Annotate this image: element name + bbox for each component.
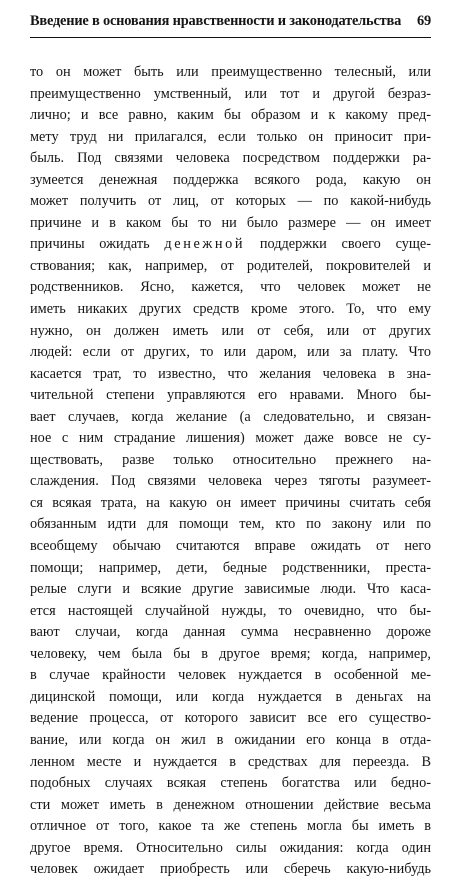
text-line: мету труд ни прилагался, если только он приносит при- — [30, 128, 431, 145]
text-line: вание, или когда он жил в ожидании его конца в отда- — [30, 731, 431, 748]
text-line: помощи; например, дети, бедные родственники, преста- — [30, 559, 431, 576]
text-line: человеку, чем была бы в другое время; когда, например, — [30, 645, 431, 662]
text-line: ное с ним страдание лишения) может даже вовсе не су- — [30, 430, 431, 447]
text-line: ется настоящей случайной нужды, то очевидно, что бы- — [30, 602, 431, 619]
text-line: причине и в каком бы то ни было размере — он имеет — [30, 214, 431, 231]
body-text — [30, 62, 431, 881]
text-line: касается трат, то известно, что желания человека в зна- — [30, 365, 431, 382]
running-head — [30, 11, 431, 38]
text-line: другое время. Относительно силы ожидания: когда один — [30, 839, 431, 856]
text-line: ленном месте и нуждается в средствах для переезда. В — [30, 753, 431, 770]
text-fragment: причины ожидать — [30, 236, 165, 253]
text-line: слаждения. Под связями человека через тяготы разумеет- — [30, 473, 431, 490]
text-line: ствования; как, например, от родителей, покровителей и — [30, 257, 431, 274]
text-line: ся всякая трата, на какую он имеет причины считать себя — [30, 494, 431, 511]
text-line: вают случаи, когда данная сумма несравненно дороже — [30, 624, 431, 641]
text-line: всеобщему обычаю считаются вправе ожидать от него — [30, 538, 431, 555]
text-line: преимущественно умственный, или тот и другой безраз- — [30, 85, 431, 102]
text-line: ществовать, разве только относительно прежнего на- — [30, 451, 431, 468]
text-line: быль. Под связями человека посредством поддержки ра- — [30, 150, 431, 167]
text-line: может получить от лиц, от которых — по какой-нибудь — [30, 193, 431, 210]
page-number: 69 — [417, 13, 431, 29]
text-line: лично; и все равно, каким бы образом и к какому пред- — [30, 107, 431, 124]
text-line: то он может быть или преимущественно телесный, или — [30, 64, 431, 80]
text-line: родственников. Ясно, кажется, что человек может не — [30, 279, 431, 296]
text-line: обязанным идти для помощи тем, кто по закону или по — [30, 516, 431, 533]
text-line: ведение процесса, от которого зависит все его существо- — [30, 710, 431, 727]
text-line: дицинской помощи, или когда нуждается в деньгах на — [30, 688, 431, 705]
text-line: отличное от того, какое та же степень могла бы иметь в — [30, 818, 431, 835]
text-fragment: поддержки своего суще- — [245, 236, 431, 253]
text-line: релые слуги и всякие другие зависимые люди. Что каса- — [30, 581, 431, 598]
text-line: нужно, он должен иметь или от себя, или от других — [30, 322, 431, 339]
text-line: людей: если от других, то или даром, или за плату. Что — [30, 344, 431, 361]
text-line: подобных случаях всякая степень богатства или бедно- — [30, 775, 431, 792]
text-line: сти может иметь в денежном отношении действие весьма — [30, 796, 431, 813]
text-line: человек ожидает приобресть или сберечь какую-нибудь — [30, 861, 431, 878]
text-line-emphasis — [30, 234, 431, 256]
text-line: в случае крайности человек нуждается в особенной ме- — [30, 667, 431, 684]
text-line: чительной степени управляются его нравами. Много бы- — [30, 387, 431, 404]
text-line: иметь никаких других средств кроме этого. То, что ему — [30, 301, 431, 318]
text-line: зумеется денежная поддержка всякого рода, какую он — [30, 171, 431, 188]
spaced-emphasis-word: денежной — [164, 236, 246, 253]
running-head-title: Введение в основания нравственности и законодательства — [30, 13, 402, 29]
text-line: вает случаев, когда желание (а следовательно, и связан- — [30, 408, 431, 425]
